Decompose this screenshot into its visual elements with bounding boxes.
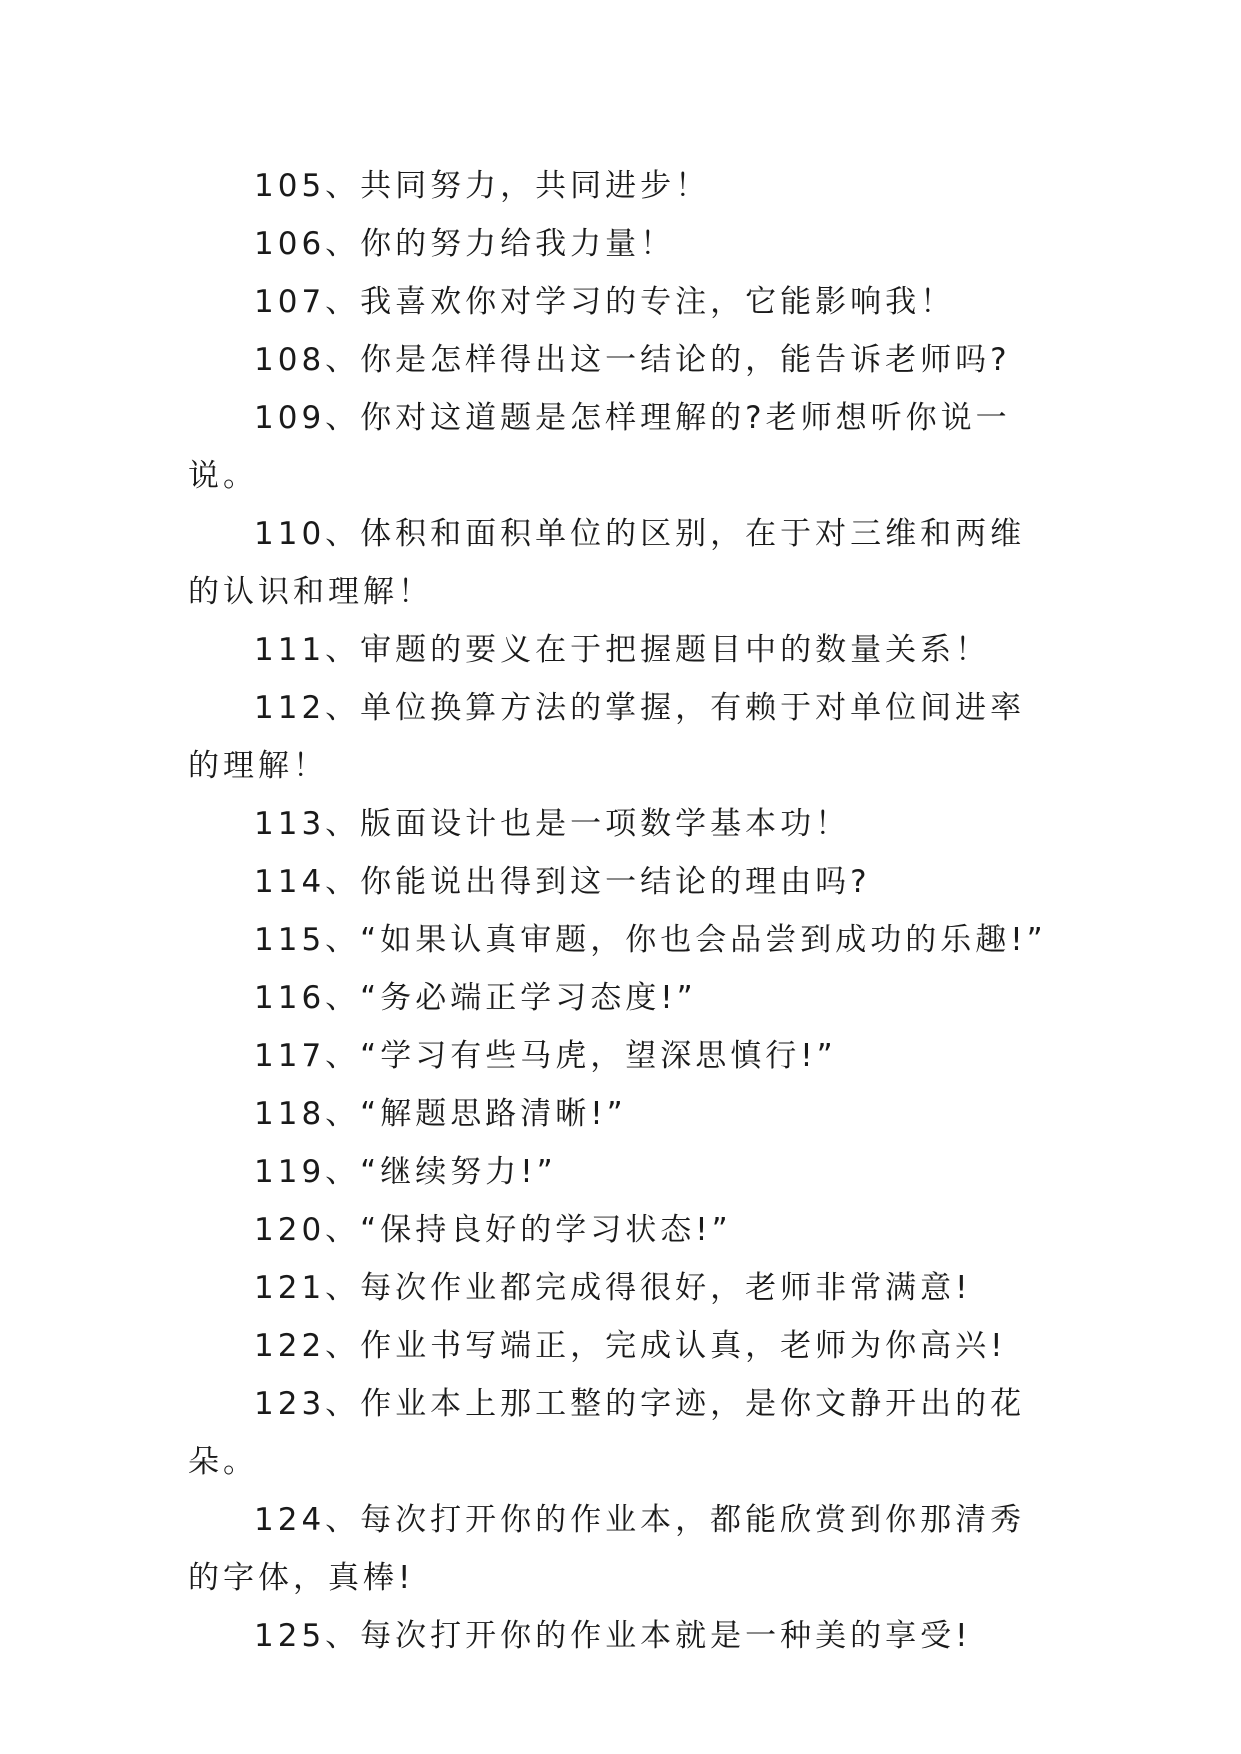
paragraph-107: 107、我喜欢你对学习的专注，它能影响我！: [254, 284, 956, 320]
paragraph-112: 112、单位换算方法的掌握，有赖于对单位间进率的理解！: [188, 690, 1026, 784]
paragraph-117: 117、“学习有些马虎，望深思慎行!”: [254, 1038, 837, 1074]
paragraph-119: 119、“继续努力!”: [254, 1154, 557, 1190]
paragraph-106: 106、你的努力给我力量！: [254, 226, 676, 262]
paragraph-116: 116、“务必端正学习态度!”: [254, 980, 697, 1016]
paragraph-109: 109、你对这道题是怎样理解的?老师想听你说一说。: [188, 400, 1011, 494]
paragraph-105: 105、共同努力，共同进步！: [254, 168, 711, 204]
paragraph-111: 111、审题的要义在于把握题目中的数量关系！: [254, 632, 991, 668]
paragraph-113: 113、版面设计也是一项数学基本功！: [254, 806, 851, 842]
paragraph-115: 115、“如果认真审题，你也会品尝到成功的乐趣!”: [254, 922, 1047, 958]
paragraph-108: 108、你是怎样得出这一结论的，能告诉老师吗?: [254, 342, 1011, 378]
paragraph-120: 120、“保持良好的学习状态!”: [254, 1212, 732, 1248]
paragraph-124: 124、每次打开你的作业本，都能欣赏到你那清秀的字体，真棒!: [188, 1502, 1026, 1596]
paragraph-121: 121、每次作业都完成得很好，老师非常满意!: [254, 1270, 972, 1306]
paragraph-123: 123、作业本上那工整的字迹，是你文静开出的花朵。: [188, 1386, 1026, 1480]
paragraph-122: 122、作业书写端正，完成认真，老师为你高兴!: [254, 1328, 1007, 1364]
paragraph-114: 114、你能说出得到这一结论的理由吗?: [254, 864, 871, 900]
paragraph-110: 110、体积和面积单位的区别，在于对三维和两维的认识和理解！: [188, 516, 1026, 610]
paragraph-118: 118、“解题思路清晰!”: [254, 1096, 627, 1132]
paragraph-125: 125、每次打开你的作业本就是一种美的享受!: [254, 1618, 972, 1654]
document-body: [188, 157, 1058, 1665]
